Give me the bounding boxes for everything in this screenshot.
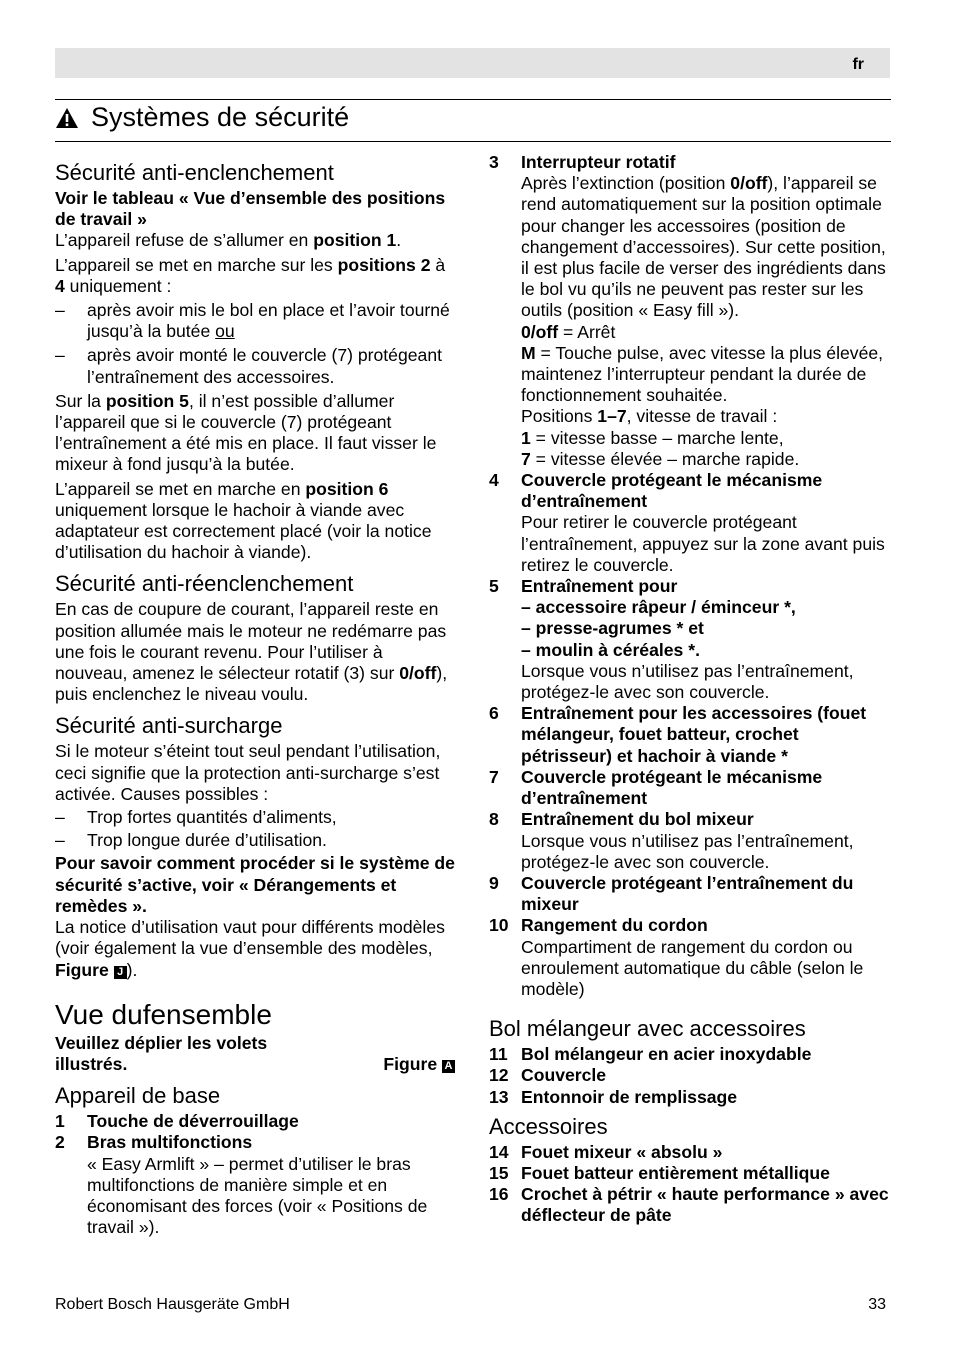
section-heading: Sécurité anti-surcharge bbox=[55, 713, 283, 739]
list-item: 16 Crochet à pétrir « haute performance » avec déflecteur de pâte bbox=[489, 1184, 889, 1226]
paragraph: Si le moteur s’éteint tout seul pendant l’utilisation, ceci signifie que la protection anti-surcharge s’est activée. Causes possibles : bbox=[55, 741, 441, 804]
paragraph: – presse-agrumes * et bbox=[521, 618, 704, 639]
list-item: 2 Bras multifonctions bbox=[55, 1132, 253, 1153]
header-bar bbox=[55, 48, 890, 78]
list-item: 12 Couvercle bbox=[489, 1065, 607, 1086]
bold-note: Pour savoir comment procéder si le système de sécurité s’active, voir « Dérangements et remèdes ». bbox=[55, 853, 455, 916]
paragraph: 7 = vitesse élevée – marche rapide. bbox=[521, 448, 800, 469]
page-number: 33 bbox=[868, 1296, 886, 1313]
list-item: – après avoir monté le couvercle (7) protégeant l’entraînement des accessoires. bbox=[55, 345, 442, 387]
list-item: 15 Fouet batteur entièrement métallique bbox=[489, 1162, 830, 1183]
list-item: 11 Bol mélangeur en acier inoxydable bbox=[489, 1044, 812, 1065]
language-label: fr bbox=[852, 56, 864, 73]
page-title-text: Systèmes de sécurité bbox=[91, 102, 350, 132]
paragraph: Après l’extinction (position 0/off), l’appareil se rend automatiquement sur la position optimale pour changer les accessoires (position de changement d’accessoires). Sur cette position, il est plus facile de verser des ingrédients dans le bol vu qu’ils ne peuvent pas rester sur les outils (position « Easy fill »). bbox=[521, 173, 886, 321]
page-title bbox=[55, 102, 349, 133]
paragraph: « Easy Armlift » – permet d’utiliser le bras multifonctions de manière simple et en économisant des forces (voir « Positions de travail »). bbox=[87, 1153, 428, 1238]
list-item: 4 Couvercle protégeant le mécanisme d’entraînement bbox=[489, 470, 823, 512]
paragraph: L’appareil refuse de s’allumer en position 1. bbox=[55, 230, 402, 251]
list-item: 1 Touche de déverrouillage bbox=[55, 1111, 299, 1132]
paragraph: Sur la position 5, il n’est possible d’allumer l’appareil que si le couvercle (7) protégeant l’entraînement a été mis en place. Il faut visser le mixeur à fond jusqu’à la butée. bbox=[55, 390, 437, 475]
figure-reference: illustrés. Figure A bbox=[55, 1054, 455, 1075]
section-heading: Sécurité anti-enclenchement bbox=[55, 160, 334, 185]
paragraph: Compartiment de rangement du cordon ou enroulement automatique du câble (selon le modèle) bbox=[521, 936, 864, 999]
title-rule-top bbox=[55, 99, 891, 100]
list-item: 14 Fouet mixeur « absolu » bbox=[489, 1141, 723, 1162]
paragraph: La notice d’utilisation vaut pour différents modèles (voir également la vue d’ensemble des modèles, Figure J ). bbox=[55, 917, 445, 980]
paragraph: 1 = vitesse basse – marche lente, bbox=[521, 427, 784, 448]
paragraph: M = Touche pulse, avec vitesse la plus élevée, maintenez l’interrupteur pendant la durée de fonctionnement souhaitée. bbox=[521, 342, 884, 406]
warning-icon bbox=[55, 107, 79, 129]
list-item: – après avoir mis le bol en place et l’avoir tourné jusqu’à la butée ou bbox=[55, 300, 450, 342]
paragraph: En cas de coupure de courant, l’appareil reste en position allumée mais le moteur ne redémarre pas une fois le courant revenu. Pour l’utiliser à nouveau, amenez le sélecteur rotatif (3) sur 0/off), puis enclenchez le niveau voulu. bbox=[55, 599, 448, 705]
section-heading: Sécurité anti-réenclenchement bbox=[55, 571, 354, 597]
list-item: – Trop fortes quantités d’aliments, bbox=[55, 807, 337, 828]
list-item: 13 Entonnoir de remplissage bbox=[489, 1086, 738, 1107]
right-column bbox=[489, 152, 889, 1227]
section-heading: Accessoires bbox=[489, 1113, 608, 1139]
paragraph: Lorsque vous n’utilisez pas l’entraînement, protégez-le avec son couvercle. bbox=[521, 830, 854, 872]
figure-badge: J bbox=[114, 966, 127, 979]
list-item: 3 Interrupteur rotatif bbox=[489, 152, 676, 172]
list-item: 9 Couvercle protégeant l’entraînement du mixeur bbox=[489, 872, 854, 915]
section-heading: Bol mélangeur avec accessoires bbox=[489, 1016, 806, 1042]
paragraph: Positions 1–7, vitesse de travail : bbox=[521, 406, 778, 427]
list-item: 10 Rangement du cordon bbox=[489, 915, 708, 936]
paragraph: 0/off = Arrêt bbox=[521, 321, 616, 342]
bold-note: Veuillez déplier les volets bbox=[55, 1032, 268, 1053]
bold-note: Voir le tableau « Vue d’ensemble des positions de travail » bbox=[55, 188, 446, 230]
list-item: 7 Couvercle protégeant le mécanisme d’entraînement bbox=[489, 766, 823, 809]
left-column bbox=[55, 152, 455, 1238]
paragraph: Lorsque vous n’utilisez pas l’entraînement, protégez-le avec son couvercle. bbox=[521, 660, 854, 703]
paragraph: – accessoire râpeur / éminceur *, bbox=[521, 597, 796, 618]
paragraph: L’appareil se met en marche sur les positions 2 à 4 uniquement : bbox=[55, 254, 446, 296]
list-item: 6 Entraînement pour les accessoires (fouet mélangeur, fouet batteur, crochet pétrisseur) et hachoir à viande * bbox=[489, 703, 867, 766]
list-item: – Trop longue durée d’utilisation. bbox=[55, 830, 327, 851]
section-heading: Vue dufensemble bbox=[55, 998, 272, 1030]
paragraph: L’appareil se met en marche en position 6 uniquement lorsque le hachoir à viande avec adaptateur est correctement placé (voir la notice d’utilisation du hachoir à viande). bbox=[55, 478, 432, 563]
footer-company: Robert Bosch Hausgeräte GmbH bbox=[55, 1296, 290, 1313]
list-item: 8 Entraînement du bol mixeur bbox=[489, 809, 754, 830]
paragraph: – moulin à céréales *. bbox=[521, 639, 700, 660]
title-rule-bottom bbox=[55, 141, 891, 142]
list-item: 5 Entraînement pour bbox=[489, 576, 678, 597]
paragraph: Pour retirer le couvercle protégeant l’entraînement, appuyez sur la zone avant puis retirez le couvercle. bbox=[521, 512, 885, 575]
section-heading: Appareil de base bbox=[55, 1083, 221, 1109]
figure-badge: A bbox=[442, 1060, 455, 1073]
